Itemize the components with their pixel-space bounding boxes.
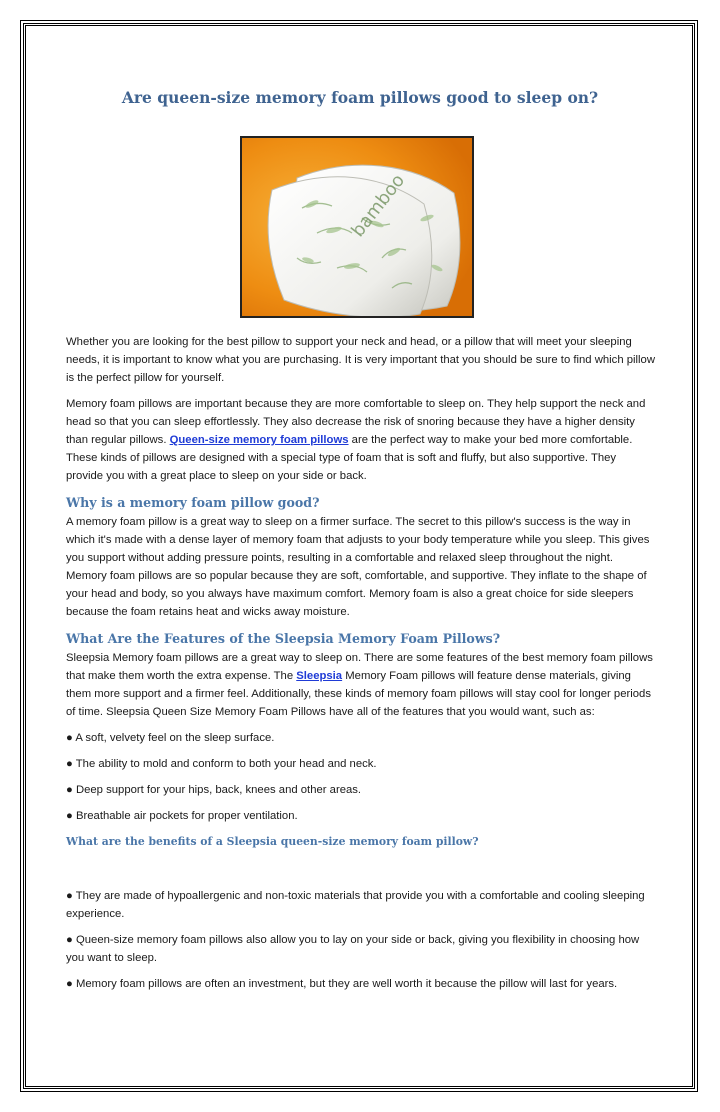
section-heading-why: Why is a memory foam pillow good? (66, 495, 320, 510)
feature-bullet: ● A soft, velvety feel on the sleep surface. (66, 732, 275, 744)
pillow-illustration (242, 138, 472, 316)
benefit-bullet: ● Queen-size memory foam pillows also allow you to lay on your side or back, giving you flexibility in choosing how you want to sleep. (66, 934, 640, 964)
sleepsia-link[interactable]: Sleepsia (296, 670, 343, 682)
benefit-bullet: ● Memory foam pillows are often an investment, but they are well worth it because the pillow will last for years. (66, 978, 618, 990)
section-body-why: A memory foam pillow is a great way to sleep on a firmer surface. The secret to this pillow's success is the way in which it's made with a dense layer of memory foam that adjusts to your body temperature while you sleep. This gives you support without adding pressure points, resulting in a comfortable and relaxed sleep throughout the night. Memory foam pillows are so popular because they are soft, comfortable, and supportive. They inflate to the shape of your head and body, so you always have maximum comfort. Memory foam is also a great choice for side sleepers because the foam retains heat and wicks away moisture. (66, 516, 650, 618)
feature-bullet: ● The ability to mold and conform to both your head and neck. (66, 758, 377, 770)
pillow-brand-text: bamboo (347, 170, 410, 242)
queen-size-pillows-link[interactable]: Queen-size memory foam pillows (169, 434, 349, 446)
features-text-after: Memory Foam pillows will feature dense materials, giving them more support and a firmer feel. Additionally, these kinds of memory foam pillows will stay cool for longer periods of time. Sleepsia Queen Size Memory Foam Pillows have all of the features that you would want, such as: (66, 670, 651, 718)
page-title: Are queen-size memory foam pillows good to sleep on? (121, 88, 599, 107)
article-body (66, 333, 656, 1001)
benefit-bullet: ● They are made of hypoallergenic and non-toxic materials that provide you with a comfortable and cooling sleeping experience. (66, 890, 645, 920)
intro-text-before: Memory foam pillows are important because they are more comfortable to sleep on. They help support the neck and head so that you can sleep effortlessly. They also decrease the risk of snoring because they have a higher density than regular pillows. (66, 398, 646, 446)
section-heading-benefits: What are the benefits of a Sleepsia queen-size memory foam pillow? (66, 835, 479, 848)
pillow-photo (240, 136, 474, 318)
section-heading-features: What Are the Features of the Sleepsia Memory Foam Pillows? (66, 631, 501, 646)
feature-bullet: ● Breathable air pockets for proper ventilation. (66, 810, 298, 822)
features-text-before: Sleepsia Memory foam pillows are a great way to sleep on. There are some features of the best memory foam pillows that make them worth the extra expense. The (66, 652, 653, 682)
feature-bullet: ● Deep support for your hips, back, knees and other areas. (66, 784, 362, 796)
section-body-features (66, 649, 656, 721)
intro-paragraph-1: Whether you are looking for the best pillow to support your neck and head, or a pillow that will meet your sleeping needs, it is important to know what you are purchasing. It is very important that you should be sure to find which pillow is the perfect pillow for yourself. (66, 336, 655, 384)
intro-text-after: are the perfect way to make your bed more comfortable. These kinds of pillows are designed with a special type of foam that is soft and fluffy, but also supportive. They provide you with a great place to sleep on your side or back. (66, 434, 633, 482)
intro-paragraph-2 (66, 395, 656, 485)
